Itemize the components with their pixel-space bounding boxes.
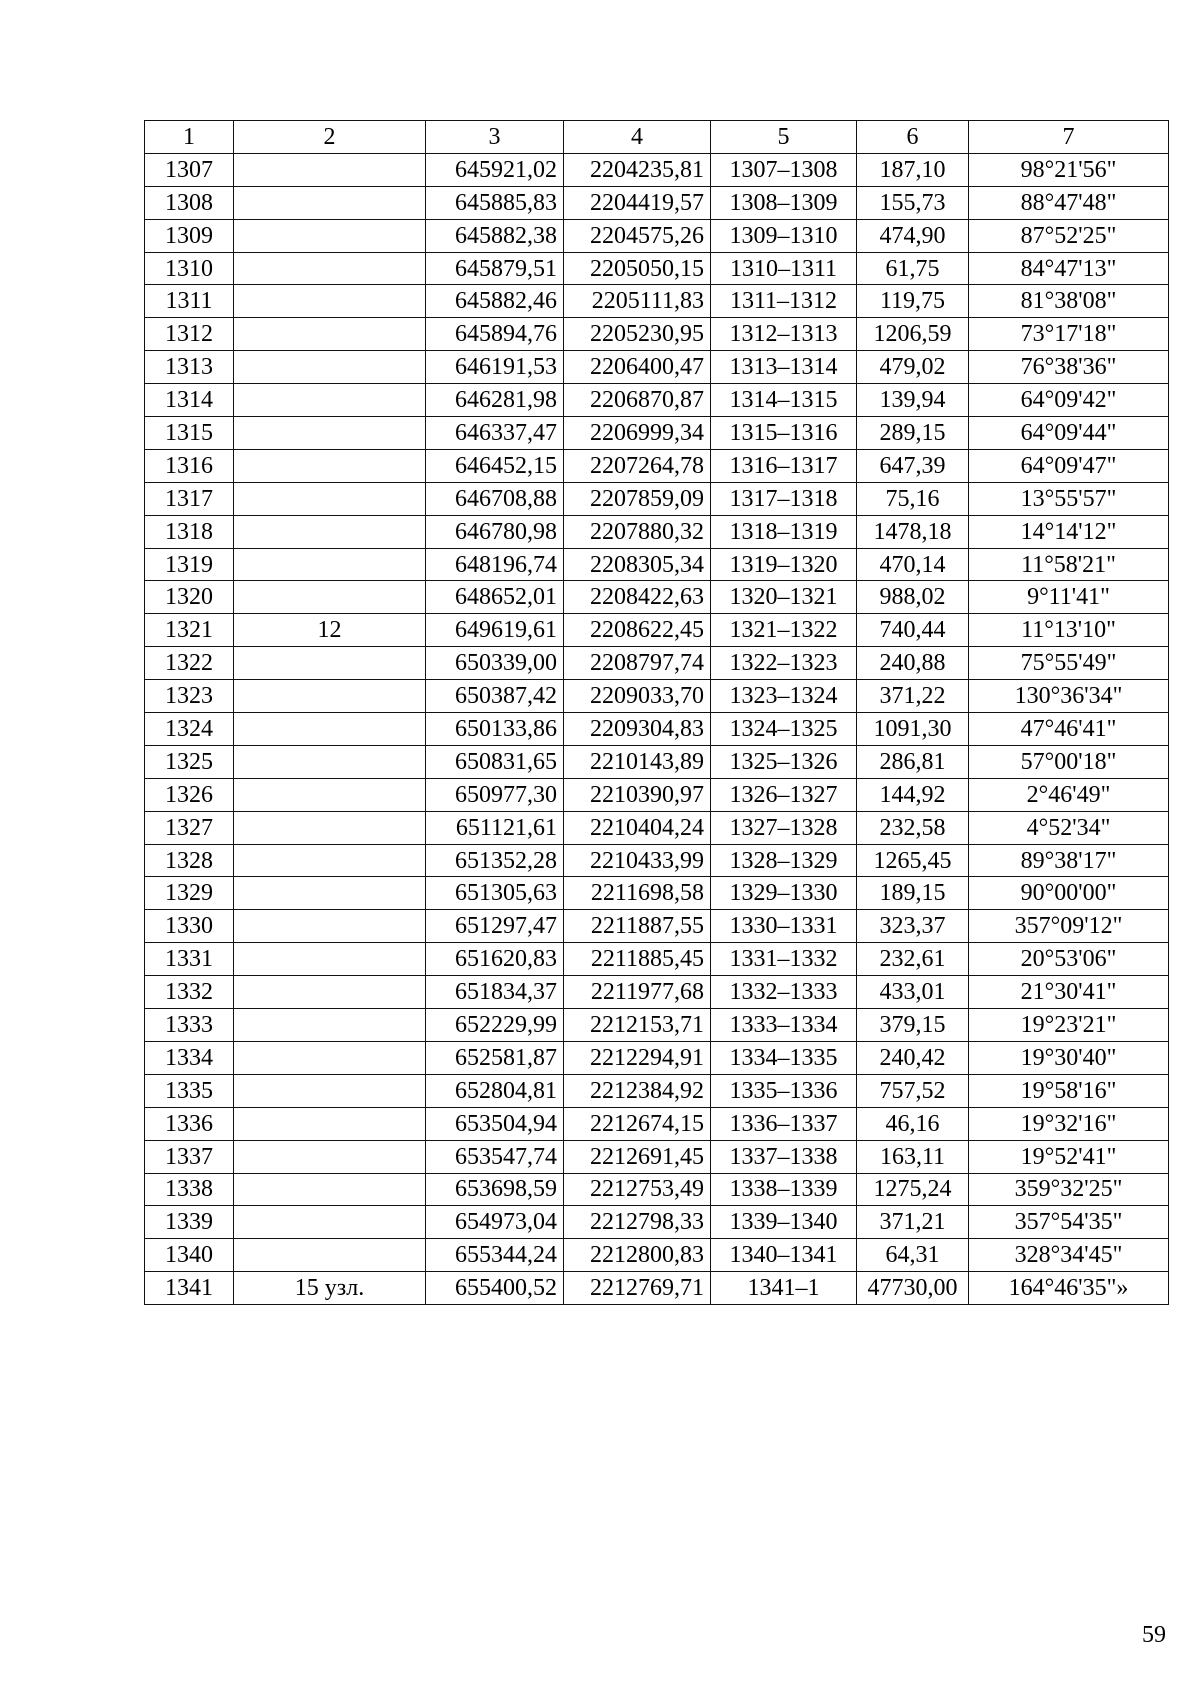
cell-num-x: 646708,88 (426, 482, 564, 515)
cell-num-x: 648196,74 (426, 548, 564, 581)
cell-num-x: 650133,86 (426, 713, 564, 746)
cell-num-y: 2210404,24 (564, 811, 711, 844)
cell-point-number: 1340 (145, 1239, 234, 1272)
cell-segment: 1327–1328 (711, 811, 857, 844)
cell-segment: 1339–1340 (711, 1206, 857, 1239)
cell-point-number: 1314 (145, 384, 234, 417)
table-row (145, 219, 1169, 252)
cell-length: 187,10 (857, 153, 969, 186)
cell-mark (234, 811, 426, 844)
cell-length: 470,14 (857, 548, 969, 581)
cell-num-x: 651297,47 (426, 910, 564, 943)
cell-num-y: 2210143,89 (564, 745, 711, 778)
cell-length: 61,75 (857, 252, 969, 285)
cell-point-number: 1326 (145, 778, 234, 811)
table-row (145, 1140, 1169, 1173)
cell-segment: 1309–1310 (711, 219, 857, 252)
cell-num-x: 651121,61 (426, 811, 564, 844)
cell-mark (234, 285, 426, 318)
cell-mark (234, 417, 426, 450)
cell-segment: 1341–1 (711, 1272, 857, 1305)
cell-angle: 14°14'12" (969, 515, 1169, 548)
cell-num-x: 652229,99 (426, 1009, 564, 1042)
cell-angle: 4°52'34" (969, 811, 1169, 844)
cell-num-x: 655400,52 (426, 1272, 564, 1305)
table-row (145, 844, 1169, 877)
cell-angle: 359°32'25" (969, 1173, 1169, 1206)
cell-length: 371,21 (857, 1206, 969, 1239)
cell-mark (234, 844, 426, 877)
cell-segment: 1323–1324 (711, 680, 857, 713)
table-row (145, 778, 1169, 811)
cell-num-x: 648652,01 (426, 581, 564, 614)
cell-point-number: 1324 (145, 713, 234, 746)
cell-mark (234, 976, 426, 1009)
cell-num-y: 2212769,71 (564, 1272, 711, 1305)
cell-length: 144,92 (857, 778, 969, 811)
cell-num-x: 646452,15 (426, 449, 564, 482)
cell-mark (234, 581, 426, 614)
cell-length: 75,16 (857, 482, 969, 515)
cell-num-y: 2208422,63 (564, 581, 711, 614)
cell-length: 163,11 (857, 1140, 969, 1173)
cell-num-y: 2208622,45 (564, 614, 711, 647)
cell-angle: 87°52'25" (969, 219, 1169, 252)
table-row (145, 713, 1169, 746)
cell-angle: 19°52'41" (969, 1140, 1169, 1173)
cell-point-number: 1339 (145, 1206, 234, 1239)
cell-length: 139,94 (857, 384, 969, 417)
cell-segment: 1329–1330 (711, 877, 857, 910)
cell-point-number: 1333 (145, 1009, 234, 1042)
cell-mark (234, 449, 426, 482)
cell-mark (234, 877, 426, 910)
table-row (145, 1272, 1169, 1305)
cell-point-number: 1336 (145, 1107, 234, 1140)
cell-mark (234, 778, 426, 811)
table-row (145, 482, 1169, 515)
table-row (145, 811, 1169, 844)
cell-angle: 19°23'21" (969, 1009, 1169, 1042)
table-row (145, 1074, 1169, 1107)
cell-mark (234, 515, 426, 548)
cell-num-x: 650977,30 (426, 778, 564, 811)
cell-point-number: 1309 (145, 219, 234, 252)
cell-point-number: 1337 (145, 1140, 234, 1173)
cell-num-y: 2209304,83 (564, 713, 711, 746)
cell-num-x: 652581,87 (426, 1041, 564, 1074)
cell-num-y: 2211698,58 (564, 877, 711, 910)
cell-angle: 88°47'48" (969, 186, 1169, 219)
table-row (145, 745, 1169, 778)
cell-point-number: 1334 (145, 1041, 234, 1074)
cell-num-y: 2211977,68 (564, 976, 711, 1009)
cell-segment: 1324–1325 (711, 713, 857, 746)
table-row (145, 449, 1169, 482)
cell-length: 379,15 (857, 1009, 969, 1042)
cell-angle: 47°46'41" (969, 713, 1169, 746)
cell-segment: 1325–1326 (711, 745, 857, 778)
cell-length: 1265,45 (857, 844, 969, 877)
cell-num-y: 2205111,83 (564, 285, 711, 318)
cell-point-number: 1335 (145, 1074, 234, 1107)
cell-num-y: 2212798,33 (564, 1206, 711, 1239)
cell-length: 323,37 (857, 910, 969, 943)
cell-segment: 1331–1332 (711, 943, 857, 976)
header-cell-6: 6 (857, 121, 969, 154)
cell-num-y: 2212753,49 (564, 1173, 711, 1206)
cell-point-number: 1329 (145, 877, 234, 910)
cell-segment: 1337–1338 (711, 1140, 857, 1173)
cell-point-number: 1316 (145, 449, 234, 482)
cell-angle: 19°58'16" (969, 1074, 1169, 1107)
cell-num-x: 646281,98 (426, 384, 564, 417)
cell-angle: 357°09'12" (969, 910, 1169, 943)
cell-segment: 1319–1320 (711, 548, 857, 581)
cell-num-x: 650339,00 (426, 647, 564, 680)
cell-point-number: 1311 (145, 285, 234, 318)
cell-segment: 1312–1313 (711, 318, 857, 351)
cell-angle: 64°09'47" (969, 449, 1169, 482)
cell-segment: 1332–1333 (711, 976, 857, 1009)
cell-point-number: 1332 (145, 976, 234, 1009)
cell-length: 740,44 (857, 614, 969, 647)
cell-segment: 1326–1327 (711, 778, 857, 811)
page-number: 59 (1142, 1622, 1166, 1648)
table-row (145, 1173, 1169, 1206)
cell-mark (234, 647, 426, 680)
cell-num-y: 2212384,92 (564, 1074, 711, 1107)
cell-length: 46,16 (857, 1107, 969, 1140)
cell-num-x: 651305,63 (426, 877, 564, 910)
cell-num-y: 2207264,78 (564, 449, 711, 482)
table-row (145, 1107, 1169, 1140)
table-row (145, 548, 1169, 581)
header-cell-2: 2 (234, 121, 426, 154)
cell-angle: 9°11'41" (969, 581, 1169, 614)
cell-num-y: 2209033,70 (564, 680, 711, 713)
cell-length: 1478,18 (857, 515, 969, 548)
table-body (145, 153, 1169, 1304)
cell-point-number: 1307 (145, 153, 234, 186)
cell-length: 64,31 (857, 1239, 969, 1272)
cell-segment: 1321–1322 (711, 614, 857, 647)
header-cell-4: 4 (564, 121, 711, 154)
cell-point-number: 1318 (145, 515, 234, 548)
header-cell-7: 7 (969, 121, 1169, 154)
cell-num-x: 653698,59 (426, 1173, 564, 1206)
cell-num-y: 2206870,87 (564, 384, 711, 417)
cell-angle: 20°53'06" (969, 943, 1169, 976)
cell-length: 119,75 (857, 285, 969, 318)
cell-num-y: 2208797,74 (564, 647, 711, 680)
table-row (145, 252, 1169, 285)
cell-angle: 11°13'10" (969, 614, 1169, 647)
cell-mark (234, 153, 426, 186)
cell-segment: 1311–1312 (711, 285, 857, 318)
cell-num-x: 651620,83 (426, 943, 564, 976)
table-row (145, 1041, 1169, 1074)
cell-point-number: 1330 (145, 910, 234, 943)
cell-num-x: 646191,53 (426, 351, 564, 384)
cell-length: 240,88 (857, 647, 969, 680)
cell-mark: 12 (234, 614, 426, 647)
cell-point-number: 1315 (145, 417, 234, 450)
cell-length: 433,01 (857, 976, 969, 1009)
header-cell-5: 5 (711, 121, 857, 154)
header-row (145, 121, 1169, 154)
cell-num-x: 651834,37 (426, 976, 564, 1009)
cell-length: 289,15 (857, 417, 969, 450)
cell-num-y: 2212691,45 (564, 1140, 711, 1173)
cell-mark (234, 384, 426, 417)
cell-segment: 1335–1336 (711, 1074, 857, 1107)
cell-num-x: 645885,83 (426, 186, 564, 219)
cell-length: 371,22 (857, 680, 969, 713)
cell-point-number: 1308 (145, 186, 234, 219)
cell-num-y: 2206400,47 (564, 351, 711, 384)
cell-angle: 73°17'18" (969, 318, 1169, 351)
cell-num-y: 2207880,32 (564, 515, 711, 548)
cell-num-x: 645921,02 (426, 153, 564, 186)
cell-length: 1206,59 (857, 318, 969, 351)
table-row (145, 153, 1169, 186)
cell-angle: 75°55'49" (969, 647, 1169, 680)
cell-angle: 76°38'36" (969, 351, 1169, 384)
cell-num-x: 655344,24 (426, 1239, 564, 1272)
cell-num-x: 645879,51 (426, 252, 564, 285)
cell-num-x: 654973,04 (426, 1206, 564, 1239)
cell-num-y: 2212153,71 (564, 1009, 711, 1042)
cell-segment: 1315–1316 (711, 417, 857, 450)
cell-angle: 13°55'57" (969, 482, 1169, 515)
cell-angle: 64°09'44" (969, 417, 1169, 450)
cell-segment: 1334–1335 (711, 1041, 857, 1074)
cell-angle: 84°47'13" (969, 252, 1169, 285)
cell-num-x: 645894,76 (426, 318, 564, 351)
cell-mark (234, 482, 426, 515)
header-cell-3: 3 (426, 121, 564, 154)
cell-num-y: 2205050,15 (564, 252, 711, 285)
cell-segment: 1333–1334 (711, 1009, 857, 1042)
table-row (145, 285, 1169, 318)
cell-length: 189,15 (857, 877, 969, 910)
cell-angle: 130°36'34" (969, 680, 1169, 713)
table-row (145, 910, 1169, 943)
table-row (145, 318, 1169, 351)
table-row (145, 976, 1169, 1009)
cell-num-y: 2207859,09 (564, 482, 711, 515)
cell-mark (234, 1239, 426, 1272)
cell-num-y: 2204235,81 (564, 153, 711, 186)
cell-num-x: 650831,65 (426, 745, 564, 778)
table-row (145, 1206, 1169, 1239)
cell-angle: 81°38'08" (969, 285, 1169, 318)
cell-num-x: 646337,47 (426, 417, 564, 450)
table-row (145, 1009, 1169, 1042)
cell-length: 240,42 (857, 1041, 969, 1074)
cell-num-y: 2212800,83 (564, 1239, 711, 1272)
cell-num-y: 2206999,34 (564, 417, 711, 450)
cell-num-y: 2204575,26 (564, 219, 711, 252)
table-row (145, 680, 1169, 713)
cell-mark (234, 1206, 426, 1239)
cell-length: 1275,24 (857, 1173, 969, 1206)
cell-segment: 1330–1331 (711, 910, 857, 943)
cell-mark (234, 943, 426, 976)
cell-mark (234, 1074, 426, 1107)
cell-segment: 1310–1311 (711, 252, 857, 285)
cell-num-x: 646780,98 (426, 515, 564, 548)
table-row (145, 877, 1169, 910)
cell-segment: 1322–1323 (711, 647, 857, 680)
cell-point-number: 1317 (145, 482, 234, 515)
cell-angle: 21°30'41" (969, 976, 1169, 1009)
cell-num-y: 2212294,91 (564, 1041, 711, 1074)
cell-num-x: 651352,28 (426, 844, 564, 877)
table-row (145, 647, 1169, 680)
cell-segment: 1328–1329 (711, 844, 857, 877)
cell-mark (234, 1107, 426, 1140)
table-row (145, 1239, 1169, 1272)
cell-angle: 98°21'56" (969, 153, 1169, 186)
cell-angle: 19°30'40" (969, 1041, 1169, 1074)
cell-mark (234, 548, 426, 581)
cell-num-y: 2205230,95 (564, 318, 711, 351)
cell-mark (234, 318, 426, 351)
cell-segment: 1336–1337 (711, 1107, 857, 1140)
cell-num-x: 650387,42 (426, 680, 564, 713)
cell-mark (234, 186, 426, 219)
cell-length: 988,02 (857, 581, 969, 614)
cell-mark (234, 680, 426, 713)
cell-segment: 1317–1318 (711, 482, 857, 515)
table-row (145, 614, 1169, 647)
cell-num-y: 2210390,97 (564, 778, 711, 811)
cell-angle: 328°34'45" (969, 1239, 1169, 1272)
cell-point-number: 1325 (145, 745, 234, 778)
cell-num-y: 2208305,34 (564, 548, 711, 581)
cell-angle: 90°00'00" (969, 877, 1169, 910)
cell-segment: 1338–1339 (711, 1173, 857, 1206)
cell-angle: 2°46'49" (969, 778, 1169, 811)
cell-length: 647,39 (857, 449, 969, 482)
cell-mark (234, 1140, 426, 1173)
cell-point-number: 1338 (145, 1173, 234, 1206)
cell-length: 47730,00 (857, 1272, 969, 1305)
cell-mark: 15 узл. (234, 1272, 426, 1305)
table-row (145, 943, 1169, 976)
cell-length: 474,90 (857, 219, 969, 252)
cell-segment: 1318–1319 (711, 515, 857, 548)
cell-num-x: 645882,46 (426, 285, 564, 318)
cell-point-number: 1323 (145, 680, 234, 713)
table-row (145, 186, 1169, 219)
cell-point-number: 1328 (145, 844, 234, 877)
cell-num-x: 649619,61 (426, 614, 564, 647)
cell-mark (234, 745, 426, 778)
cell-length: 1091,30 (857, 713, 969, 746)
cell-point-number: 1310 (145, 252, 234, 285)
cell-num-x: 652804,81 (426, 1074, 564, 1107)
table-row (145, 384, 1169, 417)
cell-mark (234, 1041, 426, 1074)
cell-point-number: 1319 (145, 548, 234, 581)
cell-angle: 19°32'16" (969, 1107, 1169, 1140)
cell-point-number: 1321 (145, 614, 234, 647)
cell-segment: 1340–1341 (711, 1239, 857, 1272)
cell-mark (234, 910, 426, 943)
cell-length: 232,61 (857, 943, 969, 976)
cell-num-y: 2210433,99 (564, 844, 711, 877)
cell-point-number: 1331 (145, 943, 234, 976)
cell-segment: 1320–1321 (711, 581, 857, 614)
cell-num-y: 2211887,55 (564, 910, 711, 943)
cell-segment: 1314–1315 (711, 384, 857, 417)
cell-num-y: 2204419,57 (564, 186, 711, 219)
cell-angle: 11°58'21" (969, 548, 1169, 581)
cell-length: 155,73 (857, 186, 969, 219)
table-row (145, 515, 1169, 548)
cell-mark (234, 1009, 426, 1042)
cell-mark (234, 219, 426, 252)
table-row (145, 417, 1169, 450)
cell-segment: 1308–1309 (711, 186, 857, 219)
table-row (145, 581, 1169, 614)
cell-length: 479,02 (857, 351, 969, 384)
cell-angle: 164°46'35"» (969, 1272, 1169, 1305)
coordinates-table (144, 120, 1169, 1305)
cell-point-number: 1320 (145, 581, 234, 614)
table-header (145, 121, 1169, 154)
header-cell-1: 1 (145, 121, 234, 154)
cell-point-number: 1322 (145, 647, 234, 680)
cell-point-number: 1313 (145, 351, 234, 384)
cell-length: 757,52 (857, 1074, 969, 1107)
cell-length: 232,58 (857, 811, 969, 844)
cell-num-y: 2212674,15 (564, 1107, 711, 1140)
cell-mark (234, 252, 426, 285)
cell-mark (234, 351, 426, 384)
cell-point-number: 1312 (145, 318, 234, 351)
cell-num-y: 2211885,45 (564, 943, 711, 976)
cell-num-x: 653504,94 (426, 1107, 564, 1140)
cell-segment: 1316–1317 (711, 449, 857, 482)
cell-mark (234, 1173, 426, 1206)
cell-point-number: 1341 (145, 1272, 234, 1305)
cell-length: 286,81 (857, 745, 969, 778)
cell-angle: 357°54'35" (969, 1206, 1169, 1239)
cell-angle: 57°00'18" (969, 745, 1169, 778)
cell-segment: 1313–1314 (711, 351, 857, 384)
cell-mark (234, 713, 426, 746)
cell-num-x: 645882,38 (426, 219, 564, 252)
table-row (145, 351, 1169, 384)
cell-angle: 89°38'17" (969, 844, 1169, 877)
cell-angle: 64°09'42" (969, 384, 1169, 417)
cell-point-number: 1327 (145, 811, 234, 844)
cell-num-x: 653547,74 (426, 1140, 564, 1173)
cell-segment: 1307–1308 (711, 153, 857, 186)
